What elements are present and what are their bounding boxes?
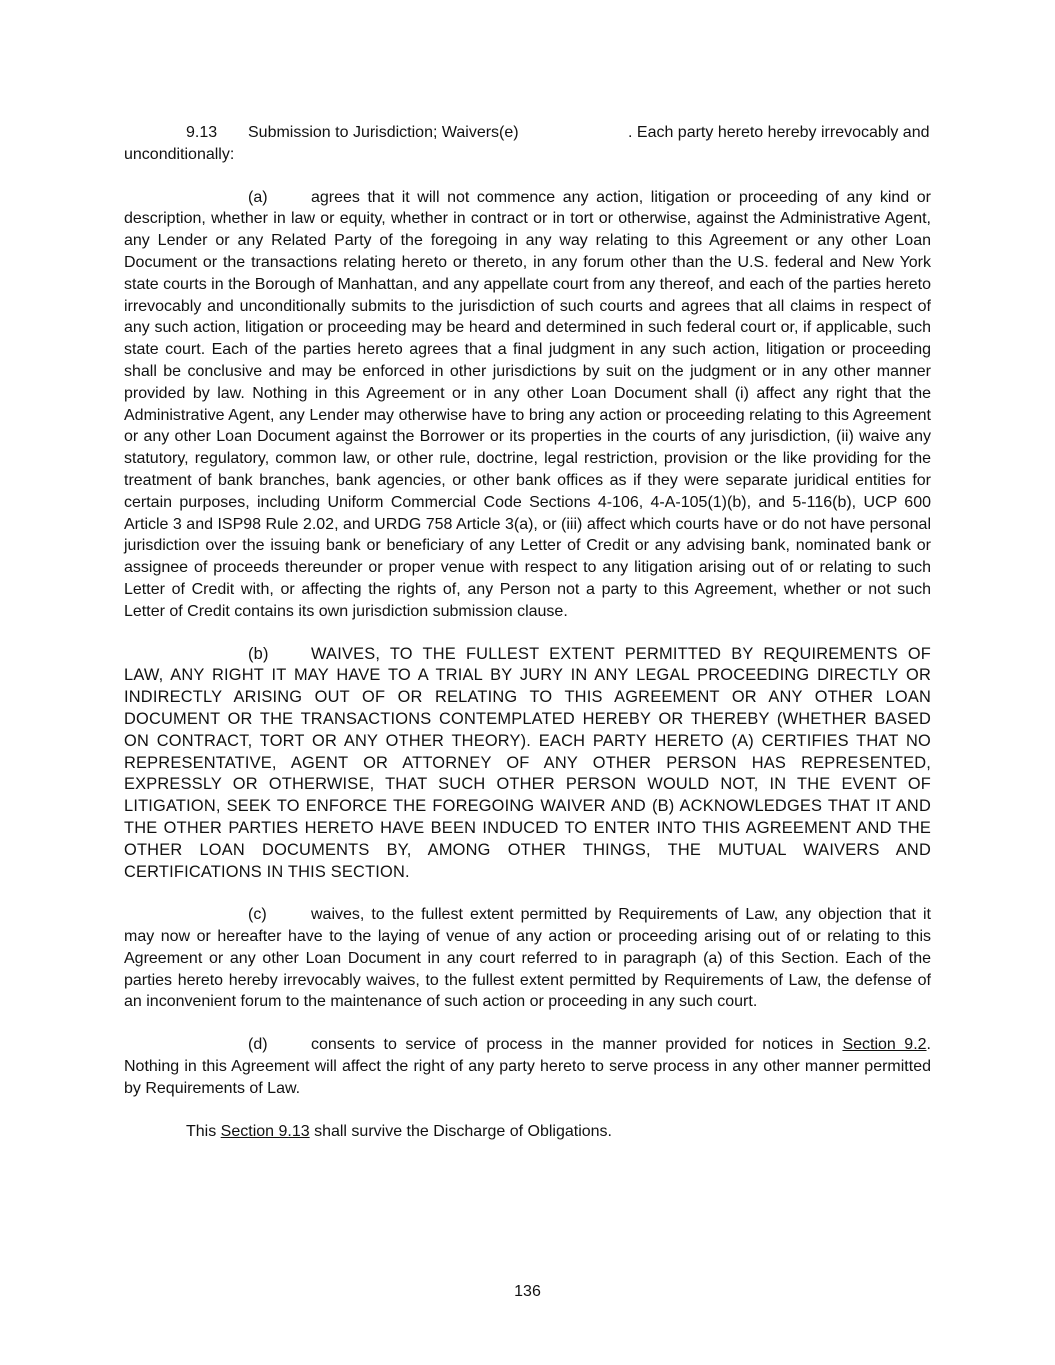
clause-a <box>124 187 931 623</box>
clause-text: WAIVES, TO THE FULLEST EXTENT PERMITTED BY REQUIREMENTS OF LAW, ANY RIGHT IT MAY HAVE TO A TRIAL BY JURY IN ANY LEGAL PROCEEDING DIRECTLY OR INDIRECTLY ARISING OUT OF OR RELATING TO THIS AGREEMENT OR ANY OTHER LOAN DOCUMENT OR THE TRANSACTIONS CONTEMPLATED HEREBY OR THEREBY (WHETHER BASED ON CONTRACT, TORT OR ANY OTHER THEORY). EACH PARTY HERETO (A) CERTIFIES THAT NO REPRESENTATIVE, AGENT OR ATTORNEY OF ANY OTHER PERSON HAS REPRESENTED, EXPRESSLY OR OTHERWISE, THAT SUCH OTHER PERSON WOULD NOT, IN THE EVENT OF LITIGATION, SEEK TO ENFORCE THE FOREGOING WAIVER AND (B) ACKNOWLEDGES THAT IT AND THE OTHER PARTIES HERETO HAVE BEEN INDUCED TO ENTER INTO THIS AGREEMENT AND THE OTHER LOAN DOCUMENTS BY, AMONG OTHER THINGS, THE MUTUAL WAIVERS AND CERTIFICATIONS IN THIS SECTION. <box>124 644 931 881</box>
page-number: 136 <box>514 1283 541 1300</box>
clause-b <box>124 644 931 884</box>
section-link[interactable]: Section 9.2 <box>842 1036 927 1054</box>
clause-d <box>124 1034 931 1099</box>
clause-text-after: . Nothing in this Agreement will affect the right of any party hereto to serve process in any other manner permitted by Requirements of Law. <box>124 1036 931 1097</box>
clause-text-before: consents to service of process in the manner provided for notices in <box>311 1036 843 1054</box>
closing-suffix: shall survive the Discharge of Obligations. <box>309 1122 612 1140</box>
clause-text: agrees that it will not commence any action, litigation or proceeding of any kind or description, whether in law or equity, whether in contract or in tort or otherwise, against the Administrative Agent, any Lender or any Related Party of the foregoing in any way relating to this Agreement or any other Loan Document or the transactions relating hereto or thereto, in any forum other than the U.S. federal and New York state courts in the Borough of Manhattan, and any appellate court from any thereof, and each of the parties hereto irrevocably and unconditionally submits to the jurisdiction of such courts and agrees that all claims in respect of any such action, litigation or proceeding may be heard and determined in such federal court or, if applicable, such state court. Each of the parties hereto agrees that a final judgment in any such action, litigation or proceeding shall be conclusive and may be enforced in other jurisdictions by suit on the judgment or in any other manner provided by law. Nothing in this Agreement or in any other Loan Document shall (i) affect any right that the Administrative Agent, any Lender may otherwise have to bring any action or proceeding relating to this Agreement or any other Loan Document against the Borrower or its properties in the courts of any jurisdiction, (ii) waive any statutory, regulatory, common law, or other rule, doctrine, legal restriction, provision or the like providing for the treatment of bank branches, bank agencies, or other bank offices as if they were separate juridical entities for certain purposes, including Uniform Commercial Code Sections 4-106, 4-A-105(1)(b), and 5-116(b), UCP 600 Article 3 and ISP98 Rule 2.02, and URDG 758 Article 3(a), or (iii) affect which courts have or do not have personal jurisdiction over the issuing bank or beneficiary of any Letter of Credit or any advising bank, nominated bank or assignee of proceeds thereunder or proper venue with respect to any litigation arising out of or relating to such Letter of Credit with, or affecting the rights of, any Person not a party to this Agreement, whether or not such Letter of Credit contains its own jurisdiction submission clause. <box>124 188 931 620</box>
clause-text: waives, to the fullest extent permitted by Requirements of Law, any objection that it may now or hereafter have to the laying of venue of any action or proceeding arising out of or relating to this Agreement or any other Loan Document in any court referred to in paragraph (a) of this Section. Each of the parties hereto hereby irrevocably waives, to the fullest extent permitted by Requirements of Law, the defense of an inconvenient forum to the maintenance of such action or proceeding in any such court. <box>124 906 931 1011</box>
closing-sentence <box>186 1121 931 1143</box>
clause-label: (b) <box>248 644 269 663</box>
section-title: Submission to Jurisdiction; Waivers(e) <box>248 124 519 141</box>
section-number: 9.13 <box>186 124 218 141</box>
clause-label: (d) <box>248 1036 268 1054</box>
closing-prefix: This <box>186 1122 221 1140</box>
clause-c <box>124 904 931 1013</box>
document-page <box>124 122 931 1142</box>
clause-label: (a) <box>248 188 268 206</box>
section-intro: . Each party hereto hereby irrevocably and unconditionally: <box>124 124 930 163</box>
section-heading <box>124 122 931 166</box>
section-link[interactable]: Section 9.13 <box>220 1122 310 1140</box>
clause-label: (c) <box>248 906 267 924</box>
